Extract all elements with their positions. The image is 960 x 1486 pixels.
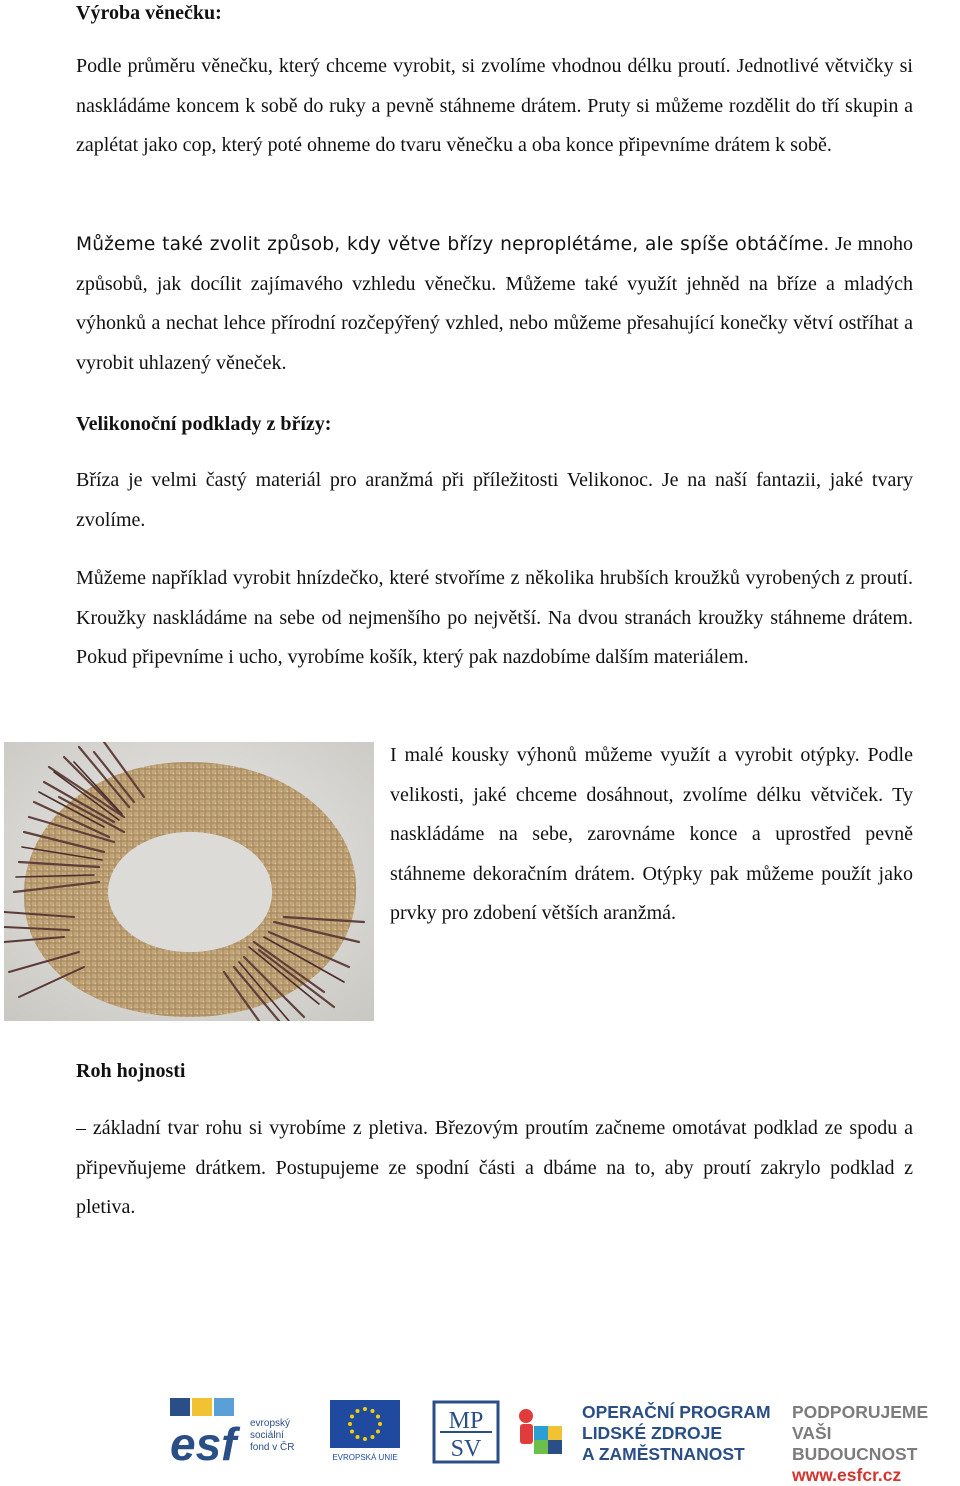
eu-star [363,1407,367,1411]
eu-star [350,1430,354,1434]
support-line-2: VAŠI BUDOUCNOST [792,1423,918,1464]
eu-star [371,1409,375,1413]
esf-logo [170,1398,310,1464]
paragraph-wreath-2-c: Můžeme také využít jehněd na bříze a mladých výhonků a nechat lehce přírodní rozčepýřený vzhled, nebo můžeme přesahující konečky větví ostříhat a vyrobit uhlazený věneček. [76,272,913,374]
puzzle-figure-icon [512,1406,568,1462]
mpsv-logo [432,1400,500,1464]
wreath-photo [4,742,374,1021]
esf-small-2: sociální [250,1430,284,1441]
esfcr-link[interactable]: www.esfcr.cz [792,1465,902,1485]
paragraph-easter-1: Bříza je velmi častý materiál pro aranžmá při příležitosti Velikonoc. Je na naší fantazii, jaké tvary zvolíme. [76,469,913,531]
eu-star [363,1437,367,1441]
opz-line-1: OPERAČNÍ PROGRAM [582,1402,771,1422]
heading-horn: Roh hojnosti [76,1060,186,1082]
eu-star [378,1422,382,1426]
paragraph-easter-2: Můžeme například vyrobit hnízdečko, které stvoříme z několika hrubších kroužků vyrobených z proutí. Kroužky naskládáme na sebe od nejmenšího po největší. Na dvou stranách kroužky stáhneme drátem. Pokud připevníme i ucho, vyrobíme košík, který pak nazdobíme dalším materiálem. [76,567,913,668]
eu-flag-logo [320,1400,410,1464]
opz-line-2: LIDSKÉ ZDROJE [582,1423,723,1443]
eu-star [376,1415,380,1419]
eu-star [371,1435,375,1439]
esf-small-3: fond v ČR [250,1442,295,1453]
eu-label: EVROPSKÁ UNIE [332,1453,398,1462]
paragraph-horn-1: – základní tvar rohu si vyrobíme z pletiva. Březovým proutím začneme omotávat podklad ze spodu a připevňujeme drátkem. Postupujeme ze spodní části a dbáme na to, aby proutí zakrylo podklad z pletiva. [76,1117,913,1218]
paragraph-wreath-2-sans-a: Můžeme také zvolit způsob, kdy větve břízy neproplétáme, ale spíše obtáčíme. [76,234,830,255]
esf-small-1: evropský [250,1418,291,1429]
heading-wreath: Výroba věnečku: [76,2,222,24]
support-text [792,1402,960,1486]
heading-easter: Velikonoční podklady z břízy: [76,413,332,435]
eu-star [350,1415,354,1419]
eu-star [376,1430,380,1434]
eu-star [348,1422,352,1426]
paragraph-easter-3: I malé kousky výhonů můžeme využít a vyrobit otýpky. Podle velikosti, jaké chceme dosáhnout, zvolíme délku větviček. Ty naskládáme na sebe, zarovnáme konce a uprostřed pevně stáhneme dekoračním drátem. Otýpky pak můžeme použít jako prvky pro zdobení větších aranžmá. [390,744,913,924]
paragraph-wreath-1: Podle průměru věnečku, který chceme vyrobit, si zvolíme vhodnou délku proutí. Jednotlivé větvičky si naskládáme koncem k sobě do ruky a pevně stáhneme drátem. Pruty si můžeme rozdělit do tří skupin a zaplétat jako cop, který poté ohneme do tvaru věnečku a oba konce připevníme drátem k sobě. [76,55,913,156]
paragraph-wreath-2 [76,225,913,383]
support-line-1: PODPORUJEME [792,1402,929,1422]
paragraph-wreath-2-b: Je mnoho způsobů, jak docílit zajímavého vzhledu věnečku. [76,233,914,295]
esf-logo-text: esf [170,1418,237,1464]
footer-logos [170,1394,960,1485]
eu-star [356,1435,360,1439]
opz-line-3: A ZAMĚSTNANOST [582,1444,745,1464]
eu-star [356,1409,360,1413]
mpsv-top: MP [448,1408,484,1434]
opz-program-text [582,1402,771,1465]
mpsv-bottom: SV [450,1436,482,1462]
